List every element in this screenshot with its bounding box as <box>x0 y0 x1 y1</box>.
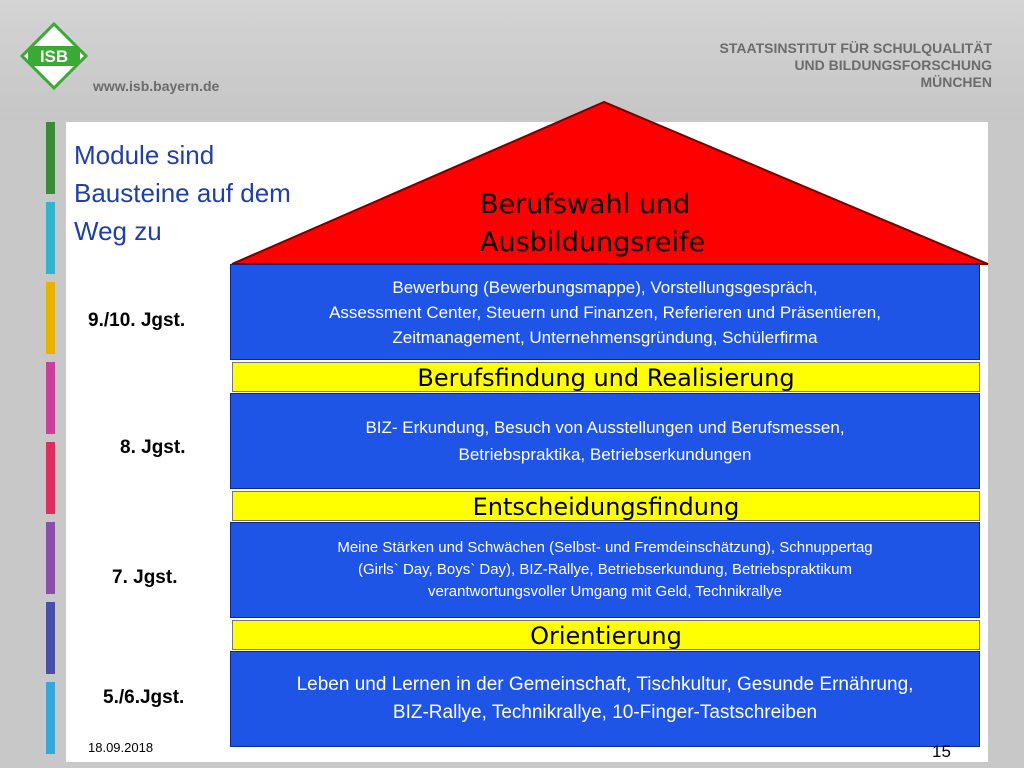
color-strip <box>46 282 55 354</box>
logo-text: ISB <box>39 47 69 66</box>
roof-line: Berufswahl und <box>480 189 691 220</box>
band-entscheidungsfindung: Entscheidungsfindung <box>232 491 980 521</box>
roof-line: Ausbildungsreife <box>480 227 706 258</box>
block-line: Leben und Lernen in der Gemeinschaft, Tischkultur, Gesunde Ernährung, <box>296 674 914 695</box>
institute-line: STAATSINSTITUT FÜR SCHULQUALITÄT <box>719 40 992 56</box>
grade-label-7: 7. Jgst. <box>112 567 178 588</box>
color-strip <box>46 442 55 514</box>
band-berufsfindung: Berufsfindung und Realisierung <box>232 362 980 392</box>
band-orientierung: Orientierung <box>232 620 980 650</box>
color-strip <box>46 122 55 194</box>
block-line: (Girls` Day, Boys` Day), BIZ-Rallye, Betriebserkundung, Betriebspraktikum <box>357 561 853 578</box>
side-color-strips <box>46 122 58 762</box>
module-block-5-6 <box>230 651 980 747</box>
roof-label <box>480 186 750 262</box>
title-line: Bausteine auf dem <box>74 178 291 208</box>
isb-logo <box>20 22 88 90</box>
block-line: Zeitmanagement, Unternehmensgründung, Schülerfirma <box>392 327 818 347</box>
institute-line: UND BILDUNGSFORSCHUNG <box>794 57 992 73</box>
block-line: Betriebspraktika, Betriebserkundungen <box>458 445 752 464</box>
page-number: 15 <box>932 742 951 761</box>
color-strip <box>46 362 55 434</box>
block-line: Meine Stärken und Schwächen (Selbst- und Fremdeinschätzung), Schnuppertag <box>337 539 873 556</box>
grade-label-8: 8. Jgst. <box>120 437 186 458</box>
institute-name <box>720 40 992 91</box>
color-strip <box>46 682 55 754</box>
grade-label-9-10: 9./10. Jgst. <box>88 310 186 331</box>
color-strip <box>46 522 55 594</box>
title-line: Module sind <box>74 140 215 170</box>
block-line: verantwortungsvoller Umgang mit Geld, Technikrallye <box>427 583 783 600</box>
module-block-7 <box>230 522 980 618</box>
module-block-9-10 <box>230 264 980 360</box>
slide-date: 18.09.2018 <box>88 740 154 755</box>
block-line: BIZ-Rallye, Technikrallye, 10-Finger-Tastschreiben <box>392 702 818 723</box>
grade-label-5-6: 5./6.Jgst. <box>103 687 185 708</box>
module-block-8 <box>230 393 980 489</box>
institute-line: MÜNCHEN <box>920 74 992 90</box>
block-line: Bewerbung (Bewerbungsmappe), Vorstellungsgespräch, <box>392 277 818 297</box>
block-line: BIZ- Erkundung, Besuch von Ausstellungen und Berufsmessen, <box>365 418 845 437</box>
block-line: Assessment Center, Steuern und Finanzen, Referieren und Präsentieren, <box>329 302 881 322</box>
website-url[interactable]: www.isb.bayern.de <box>93 78 220 94</box>
color-strip <box>46 602 55 674</box>
color-strip <box>46 202 55 274</box>
title-line: Weg zu <box>74 216 162 246</box>
